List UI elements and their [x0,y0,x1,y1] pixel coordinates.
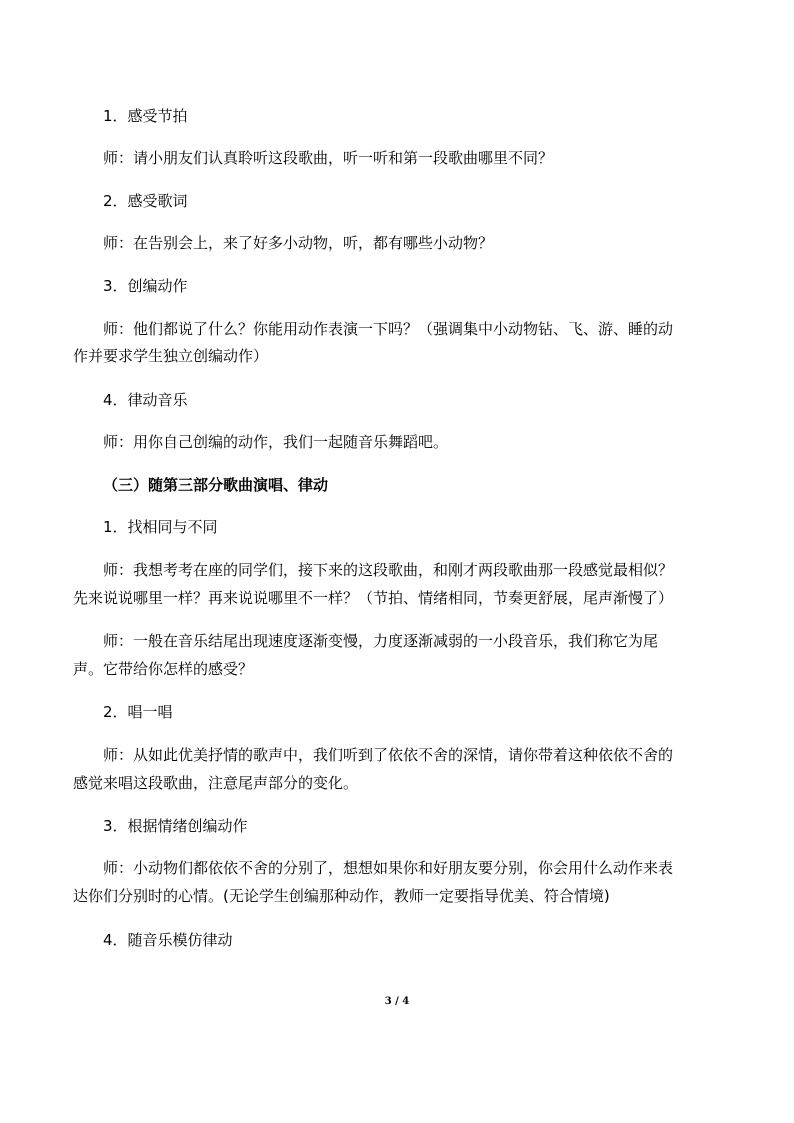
section-1-text: 师：请小朋友们认真聆听这段歌曲，听一听和第一段歌曲哪里不同？ [103,149,554,167]
part-3-item-2-text-line-1: 师：从如此优美抒情的歌声中，我们听到了依依不舍的深情，请你带着这种依依不舍的 [103,746,674,764]
part-3-item-2-text-line-2: 感觉来唱这段歌曲，注意尾声部分的变化。 [73,774,359,792]
part-3-item-4-label: 4．随音乐模仿律动 [103,931,233,949]
section-2-text: 师：在告别会上，来了好多小动物，听，都有哪些小动物？ [103,234,494,252]
part-3-item-3-text-line-2: 达你们分别时的心情。(无论学生创编那种动作，教师一定要指导优美、符合情境) [73,887,610,905]
section-3-text-line-2: 作并要求学生独立创编动作） [73,347,269,365]
page-number: 3 / 4 [384,996,410,1007]
part-3-item-1-label: 1．找相同与不同 [103,518,218,536]
section-4-text: 师：用你自己创编的动作，我们一起随音乐舞蹈吧。 [103,433,449,451]
part-3-item-2-label: 2．唱一唱 [103,703,173,721]
part-3-item-1-text-1-line-2: 先来说说哪里一样？再来说说哪里不一样？（节拍、情绪相同，节奏更舒展，尾声渐慢了） [73,589,674,607]
section-2-label: 2．感受歌词 [103,192,188,210]
section-3-label: 3．创编动作 [103,277,188,295]
part-3-item-1-text-1-line-1: 师：我想考考在座的同学们，接下来的这段歌曲，和刚才两段歌曲那一段感觉最相似？ [103,561,674,579]
part-3-item-3-text-line-1: 师：小动物们都依依不舍的分别了，想想如果你和好朋友要分别，你会用什么动作来表 [103,859,674,877]
part-3-item-3-label: 3．根据情绪创编动作 [103,817,248,835]
section-1-label: 1．感受节拍 [103,107,188,125]
section-3-text-line-1: 师：他们都说了什么？你能用动作表演一下吗？（强调集中小动物钻、飞、游、睡的动 [103,320,674,338]
section-4-label: 4．律动音乐 [103,391,188,409]
part-3-heading: （三）随第三部分歌曲演唱、律动 [103,476,329,494]
part-3-item-1-text-2-line-2: 声。它带给你怎样的感受？ [73,660,254,678]
part-3-item-1-text-2-line-1: 师：一般在音乐结尾出现速度逐渐变慢，力度逐渐减弱的一小段音乐，我们称它为尾 [103,632,659,650]
